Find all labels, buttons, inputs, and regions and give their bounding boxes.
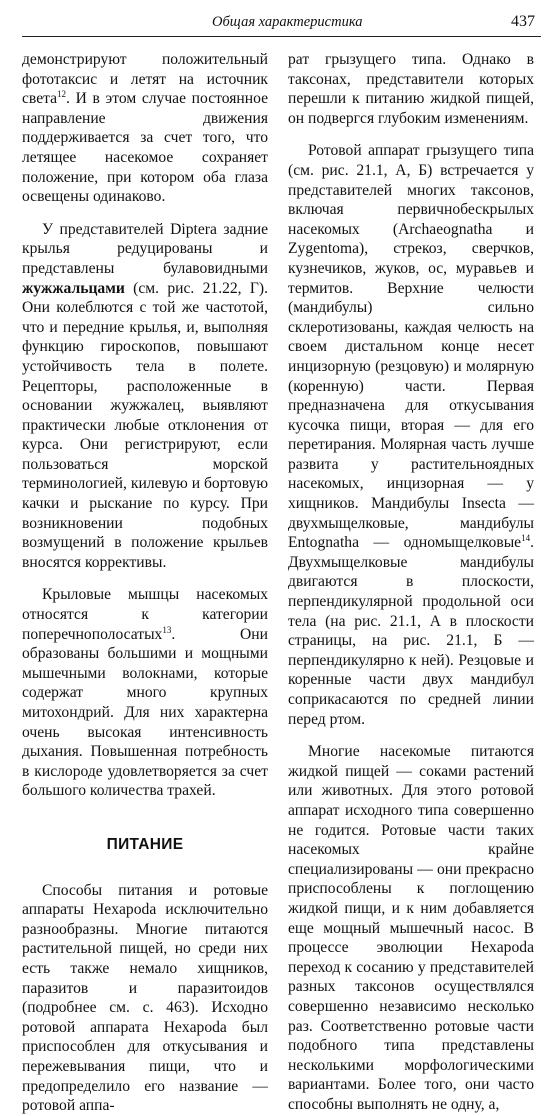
text-run: (см. рис. 21.22, Г). Они колеблются с той же частотой, что и передние крылья, и, выполняя функцию гироскопов, повышают устойчивость тела в полете. Рецепторы, расположенные в основании жужжалец, выявляют практически любые отклонения от курса. Они регистрируют, если пользоваться морской терминологией, килевую и бортовую качки и рыскание по курсу. При возникновении подобных возмущений в положение крыльев вносятся коррективы. (22, 279, 268, 571)
text-run: Крыловые мышцы насекомых относятся к категории поперечнополосатых (22, 586, 268, 643)
left-column (22, 50, 268, 1116)
text-run: . Двухмыщелковые мандибулы двигаются в плоскости, перпендикулярной продольной оси тела (на рис. 21.1, А в плоскости страницы, на рис. 21.1, Б — перпендикулярно к ней). Резцовые и коренные части двух мандибул соприкасаются по средней линии перед ртом. (288, 534, 534, 728)
page-number: 437 (511, 13, 535, 30)
paragraph-liquid-food: Многие насекомые питаются жидкой пищей — соками растений или животных. Для этого ротовой аппарат исходного типа совершенно не годится. Ротовые части таких насекомых крайне специализированы — они прекрасно приспособлены к поглощению жидкой пищи, и к ним добавляется еще мощный мышечный насос. В процессе эволюции Hexapoda переход к сосанию у представителей разных таксонов осуществлялся совершенно независимо несколько раз. Соответственно ротовые части подобного типа представлены несколькими морфологическими вариантами. Более того, они часто способны выполнять не одну, а, (288, 743, 534, 1113)
section-heading: ПИТАНИЕ (106, 835, 184, 853)
paragraph-mouthparts (288, 141, 534, 729)
bold-term: жужжальцами (22, 279, 125, 297)
paragraph-muscles (22, 585, 268, 801)
running-title: Общая характеристика (212, 14, 363, 30)
running-header (22, 14, 541, 37)
paragraph-feeding: Способы питания и ротовые аппараты Hexapoda исключительно разнообразны. Многие питаются растительной пищей, но среди них есть также немало хищников, паразитов и паразитоидов (подробнее см. с. 463). Исходно ротовой аппарата Hexapoda был приспособлен для откусывания и пережевывания пищи, что и предопределило его название — ротовой аппа- (22, 881, 268, 1115)
paragraph-continued: рат грызущего типа. Однако в таксонах, представители которых перешли к питанию жидкой пищей, он подвергся глубоким изменениям. (288, 51, 534, 127)
text-run: демонстрируют положительный фототаксис и летят на источник света (22, 51, 268, 108)
footnote-ref: 12 (57, 89, 67, 99)
footnote-ref: 13 (162, 624, 172, 635)
paragraph-diptera (22, 220, 268, 573)
text-run: . И в этом случае постоянное направление движения поддерживается за счет того, что летящее насекомое сохраняет положение, при котором оба глаза освещены одинаково. (22, 90, 268, 206)
right-column (288, 50, 534, 1114)
text-run: . Они образованы большими и мощными мышечными волокнами, которые содержат много крупных митохондрий. Для них характерна очень высокая интенсивность дыхания. Повышенная потребность в кислороде удовлетворяется за счет большого количества трахей. (22, 625, 268, 800)
paragraph-continued (22, 50, 268, 207)
text-run: У представителей Diptera задние крылья редуцированы и представлены булавовидными (22, 220, 268, 277)
text-run: Ротовой аппарат грызущего типа (см. рис. 21.1, А, Б) встречается у представителей многих таксонов, включая первичнобескрылых насекомых (Archaeognatha и Zygentoma), стрекоз, сверчков, кузнечиков, жуков, ос, муравьев и термитов. Верхние челюсти (мандибулы) сильно склеротизованы, каждая челюсть на своем дистальном конце несет инцизорную (резцовую) и молярную (коренную) части. Первая предназначена для откусывания кусочка пищи, вторая — для его перетирания. Молярная часть лучше развита у растительноядных насекомых, инцизорная — у хищников. Мандибулы Insecta — двухмыщелковые, мандибулы Entognatha — одномыщелковые (288, 142, 534, 552)
footnote-ref: 14 (521, 533, 531, 544)
